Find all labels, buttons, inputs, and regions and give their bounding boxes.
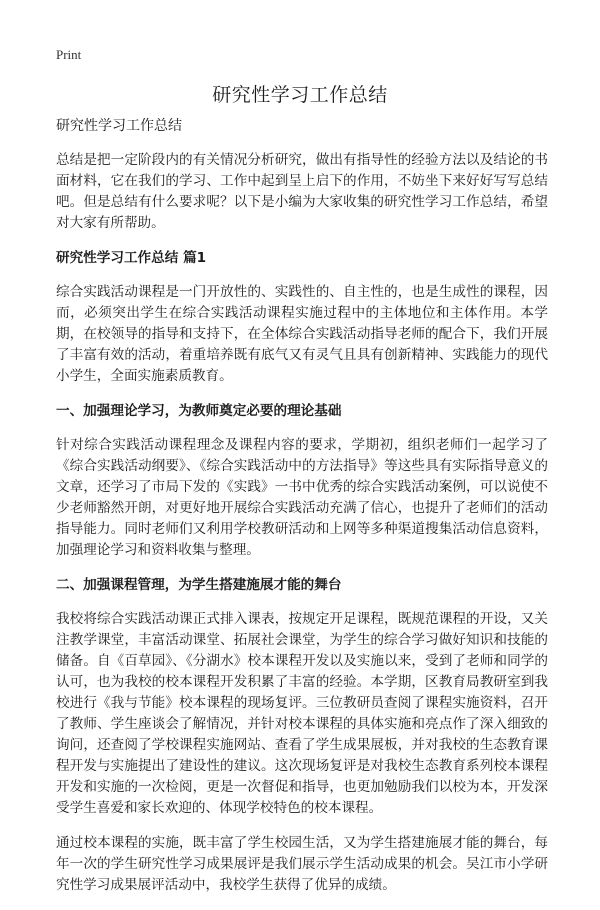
- paragraph-3: 我校将综合实践活动课正式排入课表，按规定开足课程，既规范课程的开设，又关注教学课堂，丰富活动课堂、拓展社会课堂，为学生的综合学习做好知识和技能的储备。自《百草园》、《分湖水》校本课程开发以及实施以来，受到了老师和同学的认可，也为我校的校本课程开发积累了丰富的经验。本学期，区教育局教研室到我校进行《我与节能》校本课程的现场复评。三位教研员查阅了课程实施资料，召开了教师、学生座谈会了解情况，并针对校本课程的具体实施和亮点作了深入细致的询问，还查阅了学校课程实施网站、查看了学生成果展板，并对我校的生态教育课程开发与实施提出了建设性的建议。这次现场复评是对我校生态教育系列校本课程开发和实施的一次检阅，更是一次督促和指导，也更加勉励我们以校为本，开发深受学生喜爱和家长欢迎的、体现学校特色的校本课程。: [56, 611, 548, 816]
- paragraph-4: 通过校本课程的实施，既丰富了学生校园生活，又为学生搭建施展才能的舞台，每年一次的学生研究性学习成果展评是我们展示学生活动成果的机会。吴江市小学研究性学习成果展评活动中，我校学生获得了优异的成绩。: [56, 835, 548, 893]
- paragraph-2: 针对综合实践活动课程理念及课程内容的要求，学期初，组织老师们一起学习了《综合实践活动纲要》、《综合实践活动中的方法指导》等这些具有实际指导意义的文章，还学习了市局下发的《实践》一书中优秀的综合实践活动案例，可以说使不少老师豁然开朗，对更好地开展综合实践活动充满了信心，也提升了老师们的活动指导能力。同时老师们又利用学校教研活动和上网等多种渠道搜集活动信息资料，加强理论学习和资料收集与整理。: [56, 437, 548, 558]
- article-subtitle: 研究性学习工作总结: [56, 118, 182, 134]
- section-heading-1: 研究性学习工作总结 篇1: [56, 250, 207, 266]
- subheading-1: 一、加强理论学习，为教师奠定必要的理论基础: [56, 403, 342, 419]
- subheading-2: 二、加强课程管理，为学生搭建施展才能的舞台: [56, 577, 342, 593]
- paragraph-1: 综合实践活动课程是一门开放性的、实践性的、自主性的，也是生成性的课程，因而，必须突出学生在综合实践活动课程实施过程中的主体地位和主体作用。本学期，在校领导的指导和支持下，在全体综合实践活动指导老师的配合下，我们开展了丰富有效的活动，着重培养既有底气又有灵气且具有创新精神、实践能力的现代小学生，全面实施素质教育。: [56, 284, 548, 384]
- article-body: [56, 116, 548, 910]
- page-title: 研究性学习工作总结: [212, 84, 388, 106]
- intro-paragraph: 总结是把一定阶段内的有关情况分析研究，做出有指导性的经验方法以及结论的书面材料，它在我们的学习、工作中起到呈上启下的作用，不妨坐下来好好写写总结吧。但是总结有什么要求呢？以下是小编为大家收集的研究性学习工作总结，希望对大家有所帮助。: [56, 152, 548, 231]
- print-link[interactable]: Print: [56, 47, 82, 62]
